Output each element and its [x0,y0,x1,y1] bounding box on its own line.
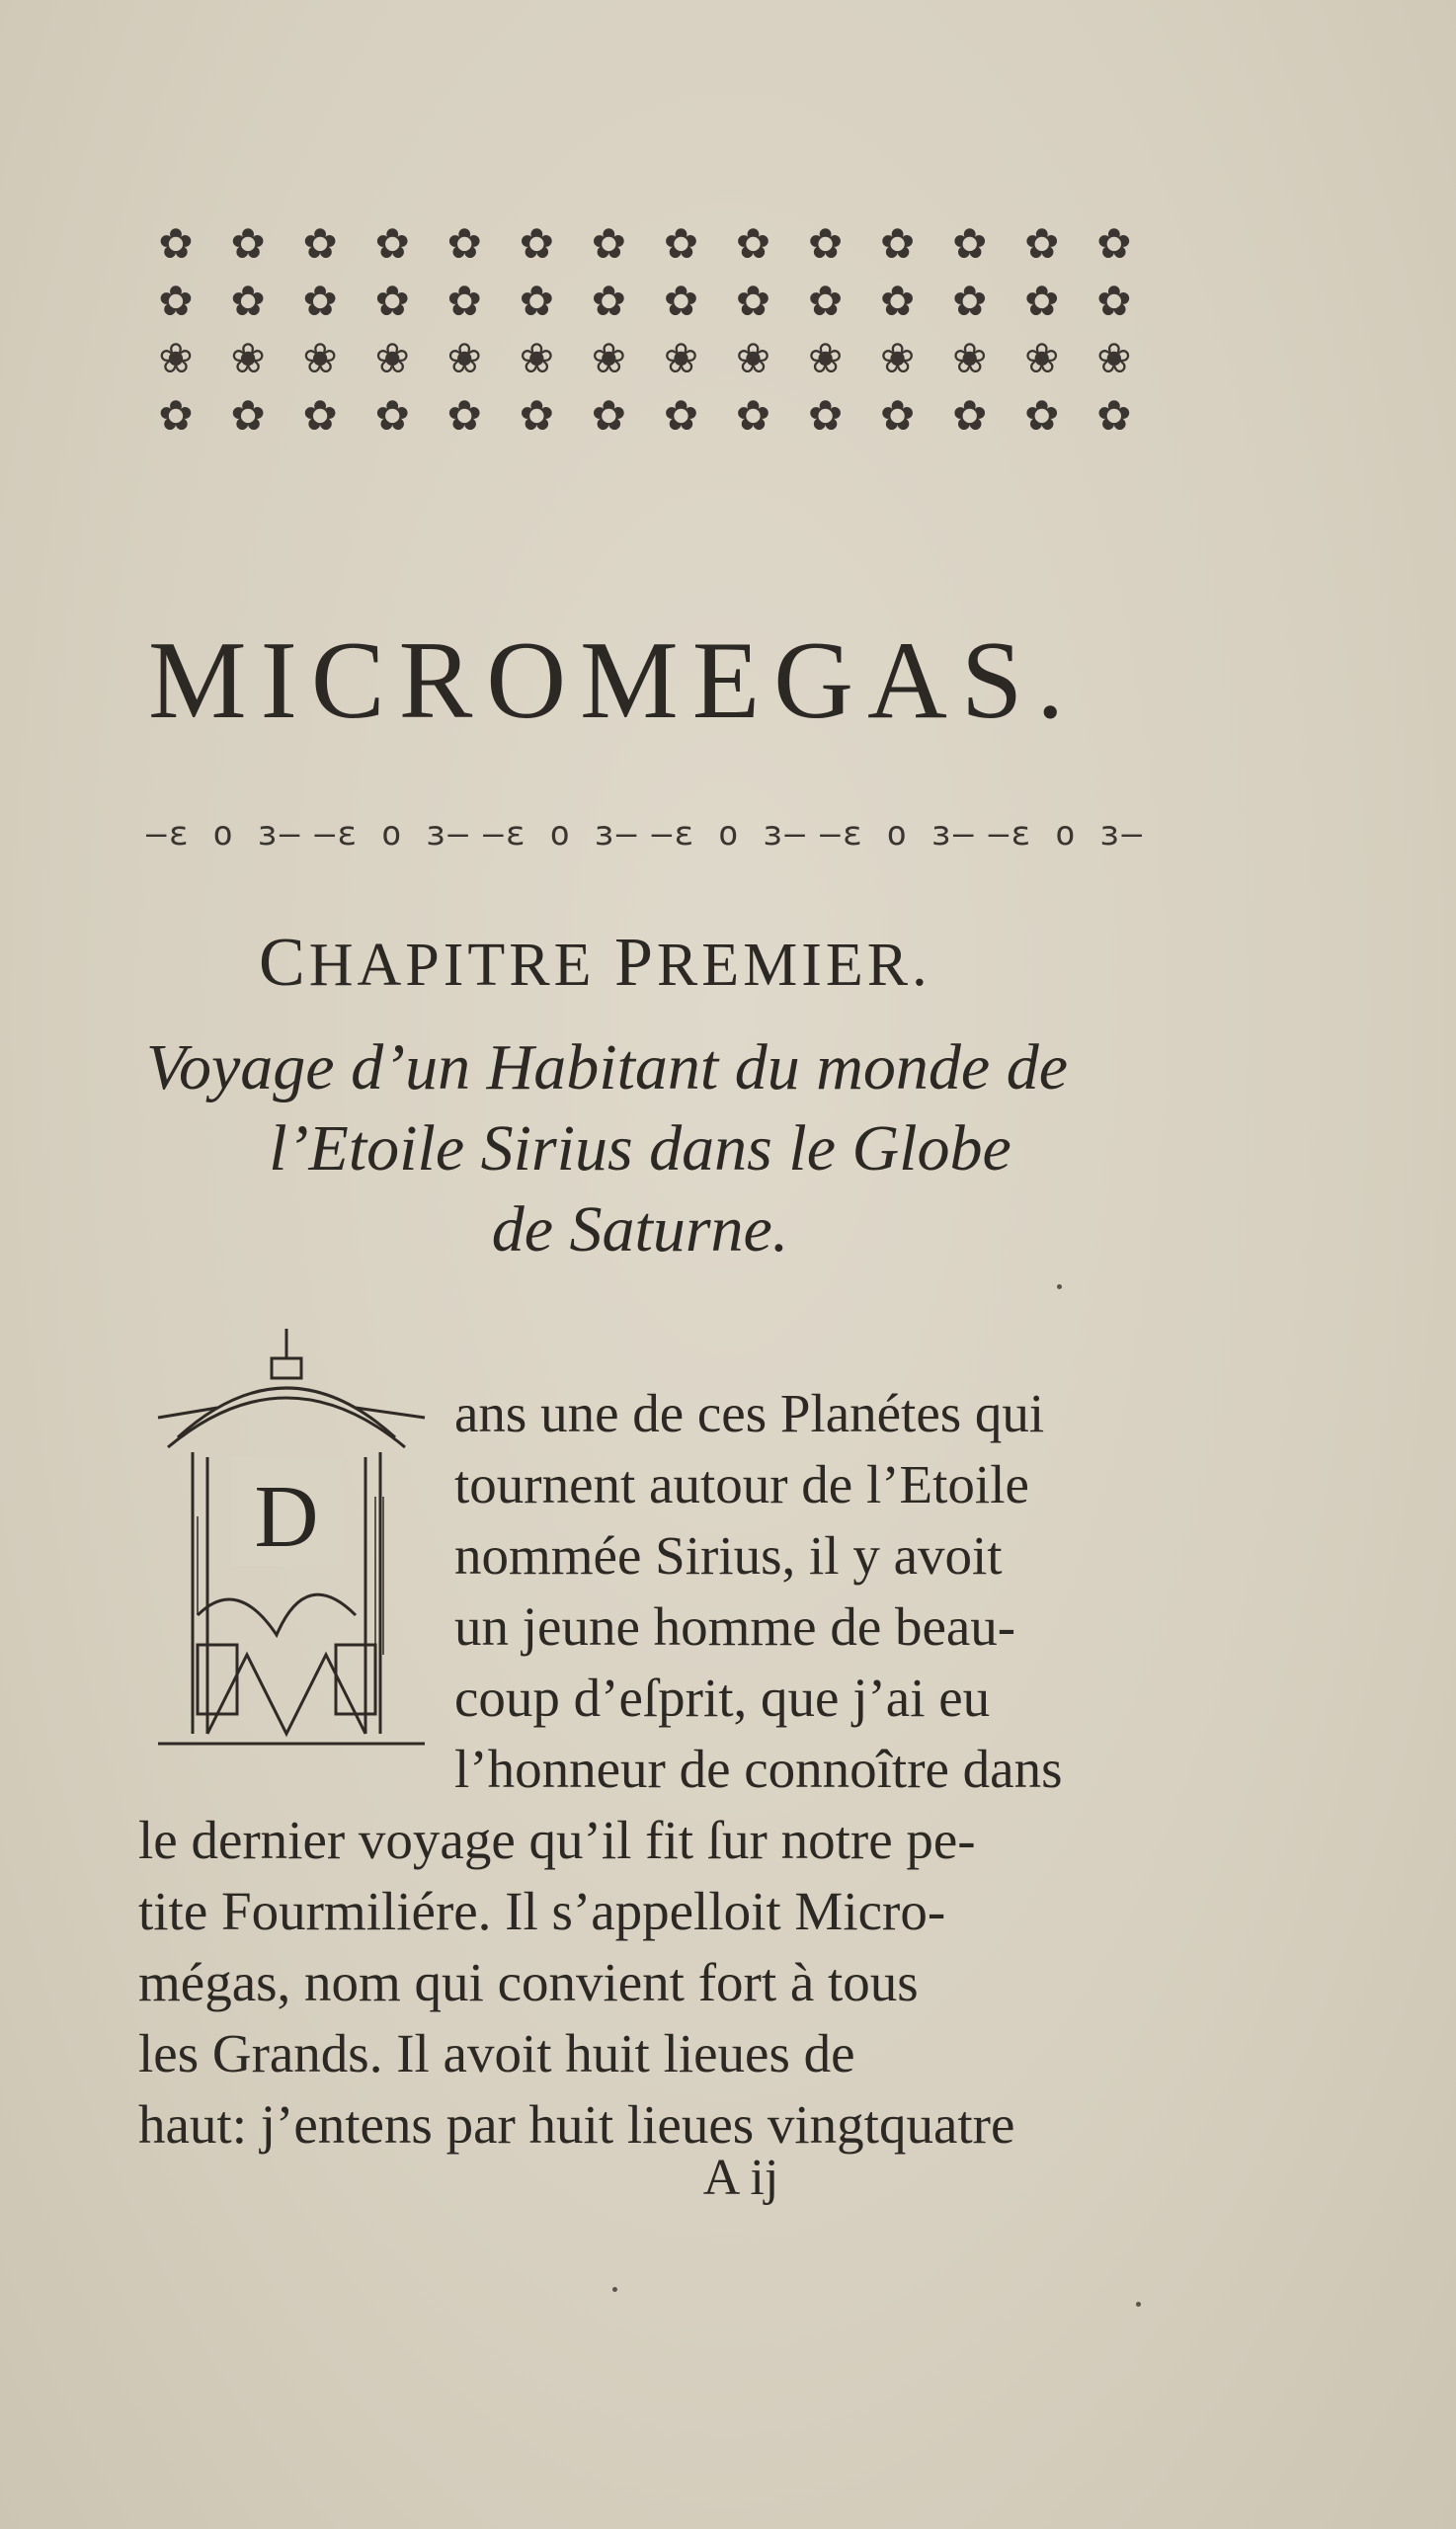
fleuron-icon: ❀ [519,334,554,382]
fleuron-icon: ✿ [663,219,699,268]
fleuron-icon: ✿ [663,277,699,325]
text-line: les Grands. Il avoit huit lieues de [138,2023,855,2083]
fleuron-icon: ✿ [591,391,626,440]
rule-segment: —ε ο з— [651,814,807,854]
fleuron-icon: ❀ [446,334,482,382]
fleuron-icon: ❀ [374,334,410,382]
fleuron-icon: ❀ [158,334,194,382]
fleuron-icon: ❀ [807,334,844,382]
fleuron-icon: ✿ [158,277,194,325]
fleuron-icon: ❀ [1096,334,1132,382]
fleuron-icon: ✿ [446,391,482,440]
fleuron-icon: ❀ [663,334,699,382]
fleuron-icon: ✿ [374,277,410,325]
fleuron-icon: ❀ [230,334,266,382]
text-line: ans une de ces Planétes qui [454,1383,1045,1443]
fleuron-icon: ✿ [591,277,626,325]
speck [612,2287,617,2292]
fleuron-icon: ✿ [952,391,988,440]
fleuron-icon: ✿ [591,219,626,268]
fleuron-icon: ✿ [446,277,482,325]
page-title: MICROMEGAS. [148,619,1079,742]
ornament-row [146,273,1144,330]
text-line: tournent autour de l’Etoile [454,1454,1029,1514]
text-line: le dernier voyage qu’il fit ſur notre pe- [138,1810,976,1870]
fleuron-icon: ✿ [230,391,266,440]
fleuron-icon: ✿ [302,277,338,325]
fleuron-icon: ✿ [519,277,554,325]
chapter-word: REMIER. [656,932,931,999]
ornament-row [146,215,1144,273]
chapter-initial: C [259,925,309,1001]
rule-segment: —ε ο з— [314,814,470,854]
chapter-heading [259,924,1148,1003]
fleuron-icon: ✿ [807,391,844,440]
ornamental-rule [146,810,1144,857]
fleuron-icon: ✿ [1096,277,1132,325]
text-line: mégas, nom qui convient fort à tous [138,1952,919,2012]
fleuron-icon: ❀ [591,334,626,382]
fleuron-icon: ✿ [1024,391,1060,440]
fleuron-icon: ✿ [519,219,554,268]
fleuron-icon: ✿ [952,219,988,268]
fleuron-icon: ✿ [158,219,194,268]
fleuron-icon: ✿ [446,219,482,268]
fleuron-icon: ✿ [735,219,771,268]
ornament-band [146,215,1144,462]
speck [1057,1284,1062,1289]
chapter-initial: P [613,925,657,1001]
text-line: coup d’eſprit, que j’ai eu [454,1668,991,1728]
fleuron-icon: ✿ [302,219,338,268]
rule-segment: —ε ο з— [820,814,976,854]
rule-segment: —ε ο з— [988,814,1144,854]
fleuron-icon: ✿ [1024,219,1060,268]
text-line: tite Fourmiliére. Il s’appelloit Micro- [138,1881,946,1941]
chapter-subtitle [146,1027,1134,1270]
ornament-row [146,330,1144,387]
subtitle-line: de Saturne. [491,1193,789,1265]
fleuron-icon: ✿ [1096,219,1132,268]
fleuron-icon: ✿ [880,391,916,440]
fleuron-icon: ✿ [519,391,554,440]
fleuron-icon: ✿ [1096,391,1132,440]
rule-segment: —ε ο з— [483,814,639,854]
fleuron-icon: ✿ [374,219,410,268]
drop-cap-letter: D [254,1468,319,1566]
fleuron-icon: ✿ [880,277,916,325]
speck [1136,2302,1141,2307]
fleuron-icon: ✿ [230,277,266,325]
fleuron-icon: ❀ [302,334,338,382]
fleuron-icon: ✿ [230,219,266,268]
fleuron-icon: ❀ [952,334,988,382]
fleuron-icon: ✿ [663,391,699,440]
fleuron-icon: ✿ [735,277,771,325]
fleuron-icon: ❀ [735,334,771,382]
fleuron-icon: ❀ [1024,334,1060,382]
rule-segment: —ε ο з— [146,814,302,854]
text-line: haut: j’entens par huit lieues vingtquatre [138,2094,1015,2155]
ornament-row [146,387,1144,445]
fleuron-icon: ✿ [952,277,988,325]
fleuron-icon: ✿ [807,277,844,325]
text-line: un jeune homme de beau- [454,1596,1016,1657]
fleuron-icon: ❀ [880,334,916,382]
fleuron-icon: ✿ [807,219,844,268]
subtitle-line: Voyage d’un Habitant du monde de [146,1031,1068,1103]
fleuron-icon: ✿ [374,391,410,440]
fleuron-icon: ✿ [302,391,338,440]
subtitle-line: l’Etoile Sirius dans le Globe [269,1112,1011,1184]
signature-mark: A ij [702,2150,779,2206]
text-line: l’honneur de connoître dans [454,1739,1063,1799]
fleuron-icon: ✿ [1024,277,1060,325]
chapter-word: HAPITRE [308,932,614,999]
body-text [138,1378,1126,2161]
fleuron-icon: ✿ [735,391,771,440]
fleuron-icon: ✿ [880,219,916,268]
text-line: nommée Sirius, il y avoit [454,1525,1003,1586]
fleuron-icon: ✿ [158,391,194,440]
